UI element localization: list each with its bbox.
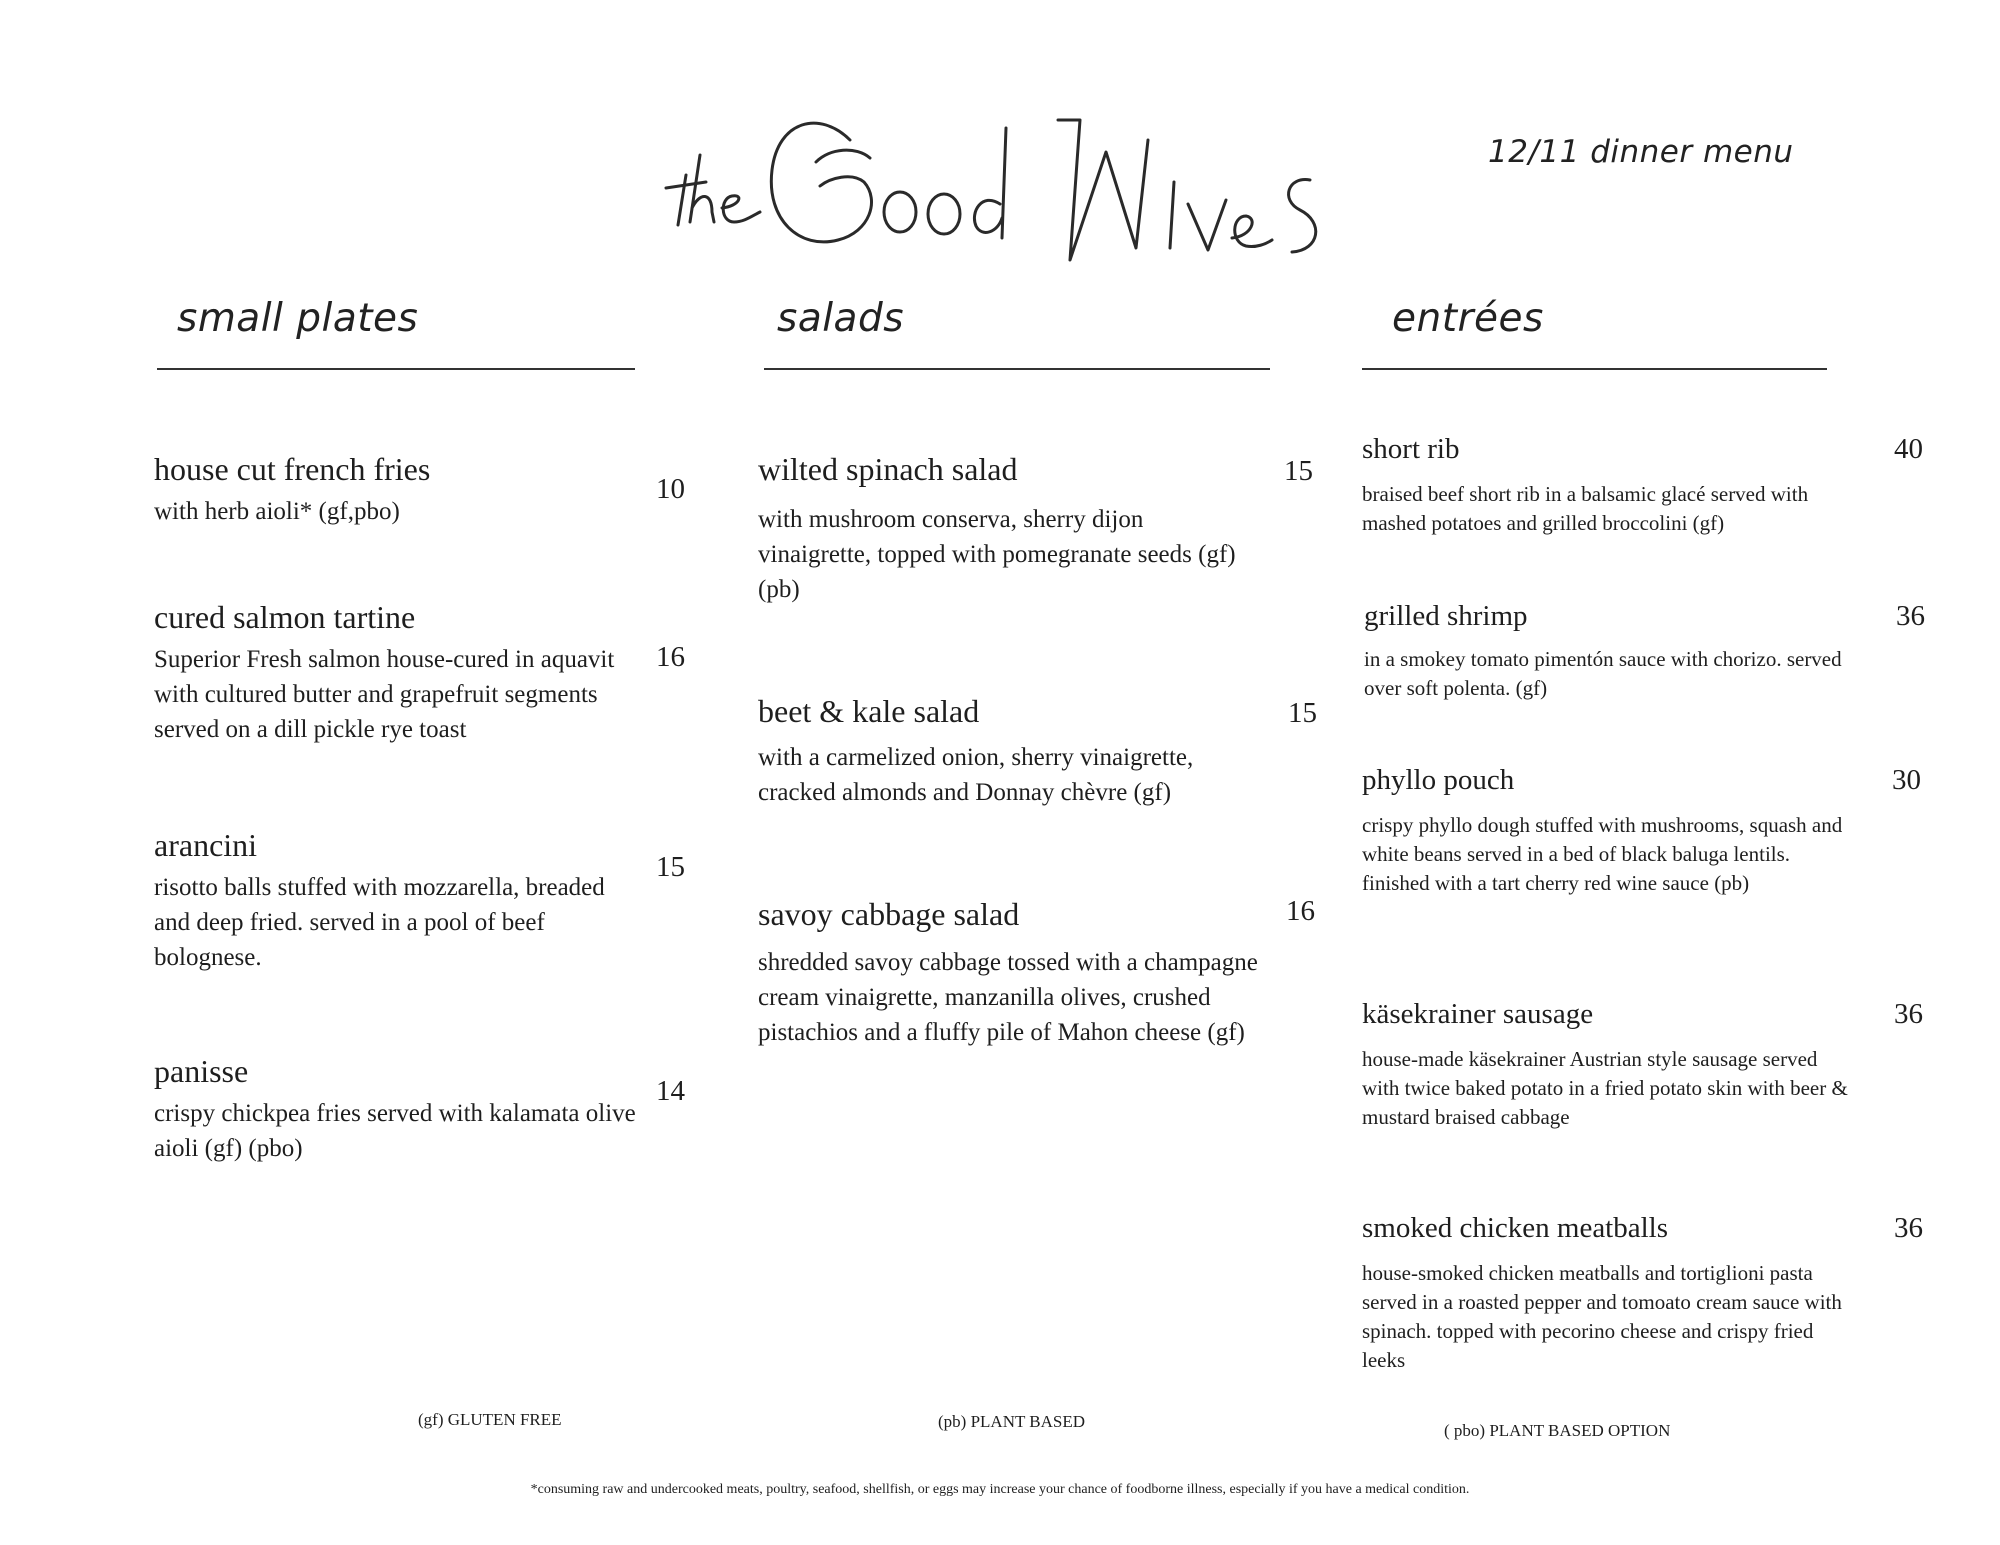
food-safety-disclaimer: *consuming raw and undercooked meats, poultry, seafood, shellfish, or eggs may increase your chance of foodborne illness, especially if you have a medical condition. (530, 1482, 1470, 1497)
section-title-salads: salads (777, 296, 905, 341)
item-name: arancini (154, 827, 258, 863)
item-price: 15 (1284, 455, 1313, 487)
section-title-entrees: entrées (1392, 296, 1544, 341)
item-description: braised beef short rib in a balsamic glacé served with mashed potatoes and grilled broccolini (gf) (1362, 482, 1809, 535)
menu-item (1362, 997, 1852, 1132)
legend-plant-based-option: ( pbo) PLANT BASED OPTION (1444, 1421, 1671, 1440)
item-name: panisse (154, 1053, 249, 1089)
item-name: savoy cabbage salad (758, 896, 1020, 932)
item-price: 40 (1894, 433, 1923, 465)
item-price: 36 (1894, 998, 1923, 1030)
item-description: risotto balls stuffed with mozzarella, breaded and deep fried. served in a pool of beef bolognese. (154, 874, 605, 971)
item-price: 15 (1288, 697, 1317, 729)
item-description: crispy phyllo dough stuffed with mushrooms, squash and white beans served in a bed of black baluga lentils. finished with a tart cherry red wine sauce (pb) (1362, 813, 1843, 895)
legend-plant-based: (pb) PLANT BASED (938, 1412, 1086, 1431)
item-price: 36 (1896, 600, 1925, 632)
menu-item (154, 598, 644, 747)
menu-date: 12/11 dinner menu (1488, 134, 1794, 170)
item-description: house-smoked chicken meatballs and tortiglioni pasta served in a roasted pepper and tomoato cream sauce with spinach. topped with pecorino cheese and crispy fried leeks (1362, 1261, 1842, 1372)
item-name: short rib (1362, 433, 1460, 465)
section-divider (157, 368, 635, 370)
item-name: grilled shrimp (1364, 600, 1528, 632)
menu-item (1362, 1211, 1852, 1375)
section-divider (1362, 368, 1827, 370)
item-price: 36 (1894, 1212, 1923, 1244)
the-good-wives-logo (660, 100, 1340, 280)
menu-item (1362, 763, 1852, 898)
item-price: 15 (656, 851, 685, 883)
item-description: shredded savoy cabbage tossed with a champagne cream vinaigrette, manzanilla olives, crushed pistachios and a fluffy pile of Mahon cheese (gf) (758, 949, 1258, 1046)
item-price: 16 (656, 641, 685, 673)
item-price: 14 (656, 1075, 685, 1107)
item-description: with a carmelized onion, sherry vinaigrette, cracked almonds and Donnay chèvre (gf) (758, 744, 1194, 806)
item-name: cured salmon tartine (154, 599, 416, 635)
item-description: house-made käsekrainer Austrian style sausage served with twice baked potato in a fried potato skin with beer & mustard braised cabbage (1362, 1047, 1848, 1129)
item-name: smoked chicken meatballs (1362, 1212, 1669, 1244)
section-title-small-plates: small plates (177, 296, 419, 341)
section-divider (764, 368, 1270, 370)
menu-item (758, 450, 1258, 607)
item-name: käsekrainer sausage (1362, 998, 1594, 1030)
item-price: 30 (1892, 764, 1921, 796)
menu-item (758, 895, 1298, 1050)
item-description: Superior Fresh salmon house-cured in aquavit with cultured butter and grapefruit segments served on a dill pickle rye toast (154, 646, 615, 743)
item-name: house cut french fries (154, 451, 431, 487)
item-name: phyllo pouch (1362, 764, 1515, 796)
item-price: 10 (656, 473, 685, 505)
item-name: wilted spinach salad (758, 451, 1018, 487)
menu-item (154, 826, 644, 975)
item-name: beet & kale salad (758, 693, 980, 729)
item-description: with mushroom conserva, sherry dijon vinaigrette, topped with pomegranate seeds (gf) (pb) (758, 506, 1236, 603)
menu-item (154, 450, 654, 529)
item-description: crispy chickpea fries served with kalamata olive aioli (gf) (pbo) (154, 1100, 636, 1162)
item-price: 16 (1286, 895, 1315, 927)
menu-item (1364, 599, 1854, 703)
legend-gluten-free: (gf) GLUTEN FREE (418, 1410, 562, 1429)
item-description: with herb aioli* (gf,pbo) (154, 498, 400, 525)
menu-item (758, 692, 1258, 810)
item-description: in a smokey tomato pimentón sauce with chorizo. served over soft polenta. (gf) (1364, 647, 1842, 700)
menu-item (154, 1052, 644, 1166)
menu-item (1362, 432, 1852, 538)
